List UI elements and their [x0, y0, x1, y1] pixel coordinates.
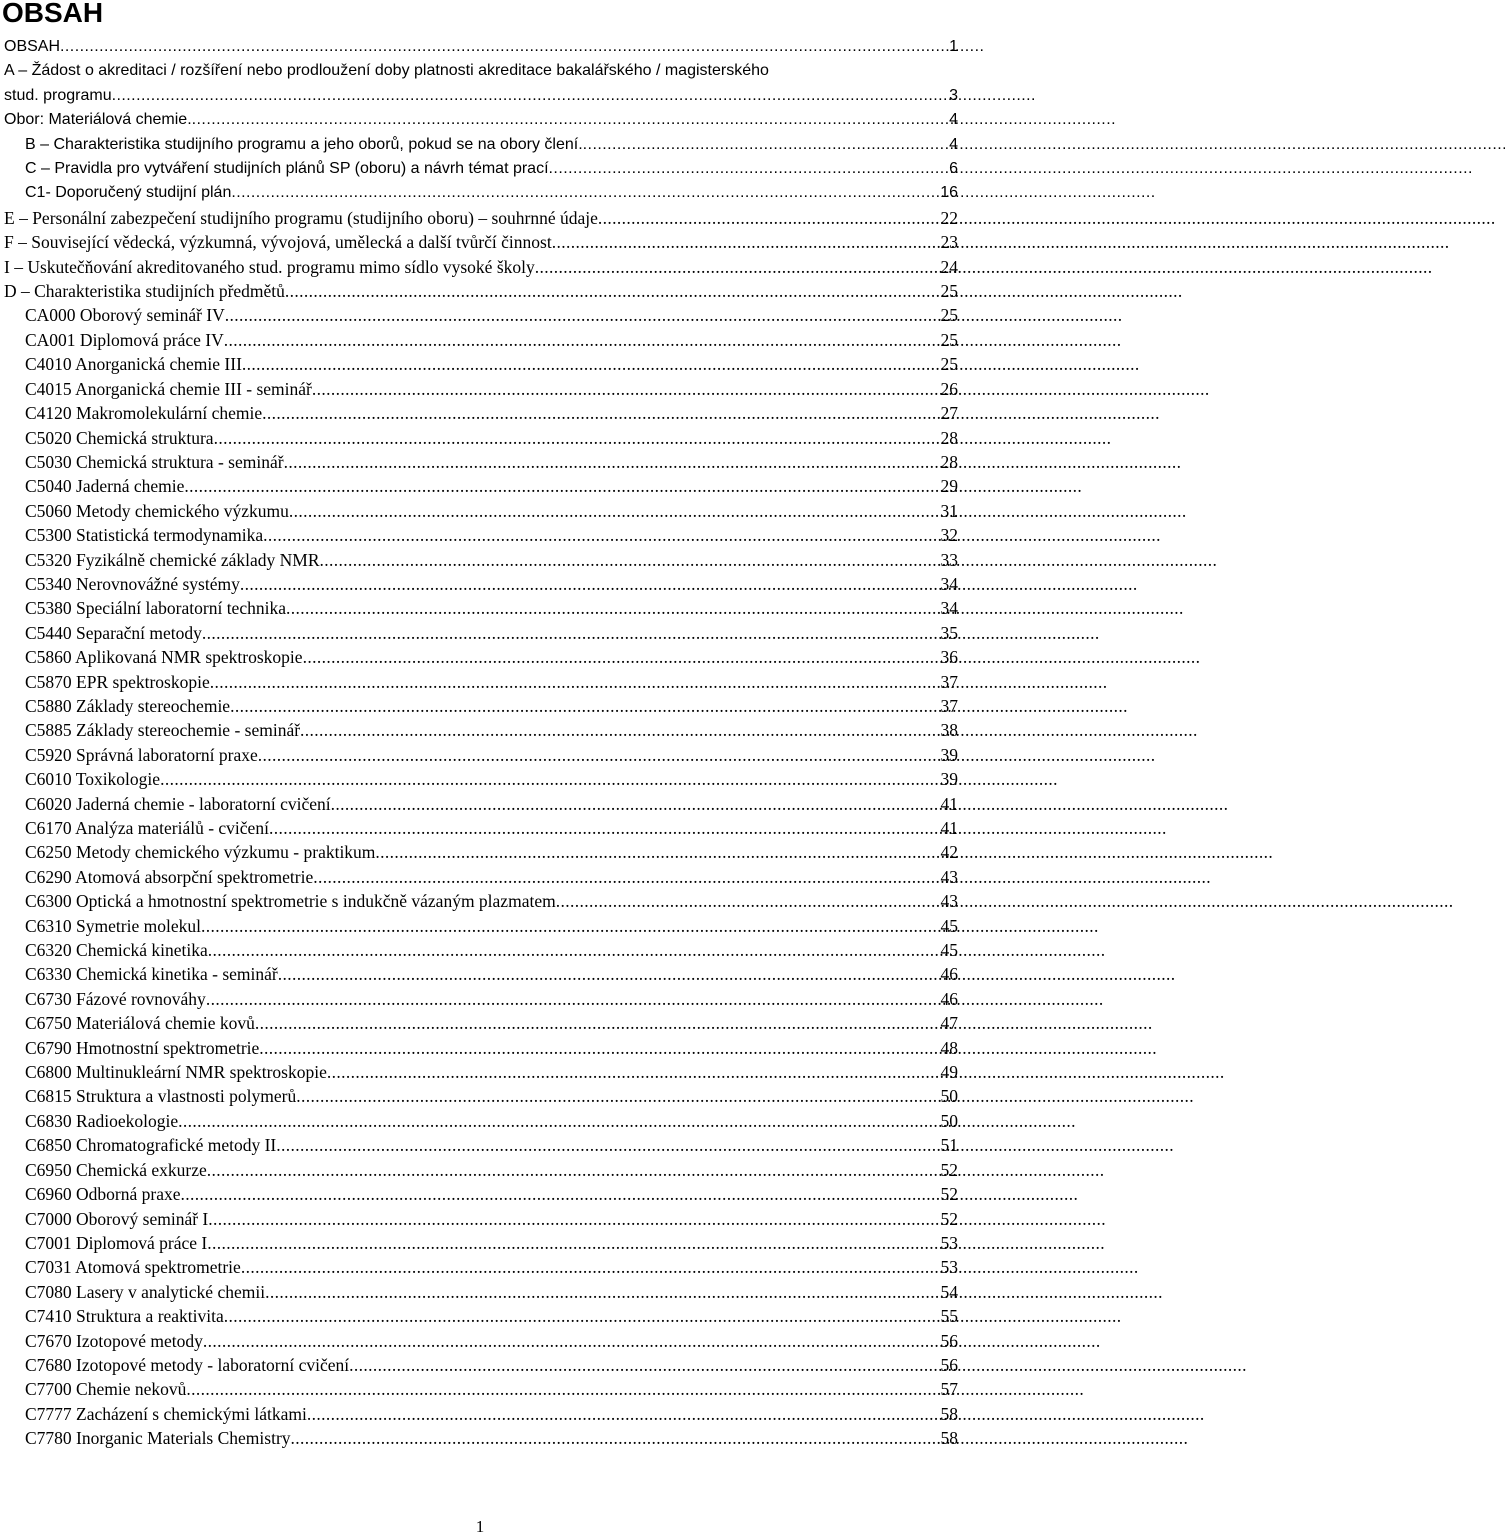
toc-entry[interactable] — [0, 670, 960, 694]
toc-entry[interactable] — [0, 1207, 960, 1231]
toc-entry[interactable] — [0, 450, 960, 474]
toc-entry-page: 28 — [940, 451, 958, 472]
dot-leader — [312, 377, 941, 401]
toc-entry[interactable] — [0, 1377, 960, 1401]
dot-leader — [269, 816, 941, 840]
toc-entry-label: C5880 Základy stereochemie — [25, 695, 231, 716]
toc-entry-page: 54 — [940, 1281, 958, 1302]
toc-entry[interactable] — [0, 743, 960, 767]
toc-entry-page: 23 — [940, 232, 958, 253]
toc-entry-page: 29 — [940, 476, 958, 497]
toc-entry-page: 25 — [940, 281, 958, 302]
toc-entry-page: 46 — [940, 964, 958, 985]
toc-entry[interactable] — [0, 1353, 960, 1377]
toc-entry[interactable] — [0, 206, 960, 230]
toc-entry[interactable] — [0, 426, 960, 450]
toc-entry-label: D – Charakteristika studijních předmětů — [4, 281, 285, 302]
toc-entry[interactable] — [0, 1133, 960, 1157]
toc-entry[interactable] — [0, 133, 960, 157]
toc-entry-label: A – Žádost o akreditaci / rozšíření nebo prodloužení doby platnosti akreditace bakalářského / magisterského — [4, 62, 769, 80]
toc-entry[interactable] — [0, 352, 960, 376]
toc-entry-label: C6850 Chromatografické metody II — [25, 1135, 277, 1156]
toc-entry-label: C5040 Jaderná chemie — [25, 476, 185, 497]
toc-entry[interactable] — [0, 181, 960, 205]
toc-entry-page: 38 — [940, 720, 958, 741]
toc-entry[interactable] — [0, 987, 960, 1011]
dot-leader — [112, 84, 949, 108]
dot-leader — [286, 596, 941, 620]
toc-entry-label: C5060 Metody chemického výzkumu — [25, 500, 289, 521]
toc-entry-label: C4120 Makromolekulární chemie — [25, 403, 263, 424]
toc-entry-page: 1 — [949, 38, 958, 55]
toc-entry-label: C6950 Chemická exkurze — [25, 1159, 207, 1180]
dot-leader — [375, 840, 940, 864]
toc-entry-label: C6290 Atomová absorpční spektrometrie — [25, 866, 314, 887]
toc-entry-page: 52 — [940, 1184, 958, 1205]
toc-entry-page: 41 — [940, 818, 958, 838]
toc-entry[interactable] — [0, 279, 960, 303]
toc-entry-label: B – Charakteristika studijního programu a jeho oborů, pokud se na obory člení. — [25, 135, 583, 153]
dot-leader — [230, 694, 940, 718]
toc-entry-label: E – Personální zabezpečení studijního programu (studijního oboru) – souhrnné údaje — [4, 207, 598, 228]
toc-entry-label: C6790 Hmotnostní spektrometrie — [25, 1037, 260, 1058]
toc-entry[interactable] — [0, 938, 960, 962]
toc-entry-page: 46 — [940, 988, 958, 1009]
dot-leader — [296, 1084, 940, 1108]
toc-entry-label: C7031 Atomová spektrometrie — [25, 1257, 241, 1278]
toc-entry[interactable] — [0, 303, 960, 327]
toc-entry-label: CA001 Diplomová práce IV — [25, 329, 224, 350]
toc-entry-page: 48 — [940, 1037, 958, 1058]
dot-leader — [208, 938, 941, 962]
page-title: OBSAH — [2, 0, 104, 28]
toc-entry-label: OBSAH — [4, 38, 61, 55]
toc-entry[interactable] — [0, 1402, 960, 1426]
toc-entry-label: C6300 Optická a hmotnostní spektrometrie s indukčně vázaným plazmatem — [25, 891, 556, 912]
toc-entry-page: 58 — [940, 1428, 958, 1449]
dot-leader — [184, 474, 940, 498]
dot-leader — [208, 1207, 940, 1231]
dot-leader — [263, 523, 940, 547]
toc-entry-page: 41 — [940, 793, 958, 814]
dot-leader — [241, 1255, 941, 1279]
toc-entry-page: 43 — [940, 891, 958, 912]
dot-leader — [327, 1060, 941, 1084]
dot-leader — [259, 1036, 940, 1060]
toc-entry-page: 3 — [949, 86, 958, 104]
toc-entry[interactable] — [0, 328, 960, 352]
toc-entry-label: C5030 Chemická struktura - seminář — [25, 451, 284, 472]
dot-leader — [225, 303, 941, 327]
dot-leader — [307, 1402, 941, 1426]
toc-entry[interactable] — [0, 816, 960, 840]
toc-entry-page: 22 — [940, 207, 958, 228]
toc-entry[interactable] — [0, 889, 960, 913]
dot-leader — [203, 1329, 941, 1353]
toc-entry-label: C6170 Analýza materiálů - cvičení — [25, 818, 269, 838]
toc-entry-label: C5440 Separační metody — [25, 622, 202, 643]
toc-entry-label: C5340 Nerovnovážné systémy — [25, 573, 240, 594]
toc-entry[interactable] — [0, 1255, 960, 1279]
toc-entry-page: 16 — [940, 184, 958, 202]
toc-entry-page: 50 — [940, 1086, 958, 1107]
dot-leader — [192, 108, 949, 132]
toc-entry-label: C6750 Materiálová chemie kovů — [25, 1013, 255, 1034]
dot-leader — [265, 1280, 940, 1304]
toc-entry[interactable] — [0, 401, 960, 425]
dot-leader — [224, 1304, 941, 1328]
toc-entry[interactable] — [0, 1280, 960, 1304]
toc-entry[interactable] — [0, 499, 960, 523]
toc-entry-label: C5320 Fyzikálně chemické základy NMR — [25, 549, 320, 570]
toc-entry-label: C6250 Metody chemického výzkumu - praktikum — [25, 842, 376, 863]
toc-entry[interactable] — [0, 914, 960, 938]
dot-leader — [303, 645, 941, 669]
toc-entry-label: C7777 Zacházení s chemickými látkami — [25, 1403, 307, 1424]
toc-entry[interactable] — [0, 694, 960, 718]
toc-entry-page: 31 — [940, 500, 958, 521]
dot-leader — [231, 181, 940, 205]
toc-entry-page: 49 — [940, 1062, 958, 1083]
toc-entry-label: C6730 Fázové rovnováhy — [25, 988, 206, 1009]
dot-leader — [556, 889, 941, 913]
toc-entry-page: 34 — [940, 598, 958, 619]
dot-leader — [258, 743, 941, 767]
toc-entry-label: C7670 Izotopové metody — [25, 1330, 203, 1351]
toc-entry-page: 37 — [940, 695, 958, 716]
toc-entry-page: 32 — [940, 525, 958, 546]
toc-entry-label: C6830 Radioekologie — [25, 1110, 179, 1131]
toc-entry-page: 50 — [940, 1110, 958, 1131]
dot-leader — [331, 792, 941, 816]
toc-entry-page: 35 — [940, 622, 958, 643]
toc-entry-page: 4 — [949, 111, 958, 129]
toc-entry-label: I – Uskutečňování akreditovaného stud. programu mimo sídlo vysoké školy — [4, 256, 535, 277]
toc-entry-label: CA000 Oborový seminář IV — [25, 305, 225, 326]
dot-leader — [262, 401, 940, 425]
toc-entry-page: 37 — [940, 671, 958, 692]
toc-entry-page: 58 — [940, 1403, 958, 1424]
toc-entry-label: C6020 Jaderná chemie - laboratorní cvičení — [25, 793, 331, 814]
toc-entry[interactable] — [0, 1329, 960, 1353]
dot-leader — [178, 1109, 940, 1133]
toc-entry-page: 34 — [940, 573, 958, 594]
dot-leader — [160, 767, 940, 791]
dot-leader — [289, 499, 941, 523]
toc-entry-page: 25 — [940, 329, 958, 350]
toc-entry-label: C7680 Izotopové metody - laboratorní cvičení — [25, 1354, 350, 1375]
table-of-contents — [0, 35, 960, 1451]
dot-leader — [207, 1231, 940, 1255]
toc-entry[interactable] — [0, 35, 960, 59]
toc-entry[interactable] — [0, 157, 960, 181]
dot-leader — [242, 352, 941, 376]
toc-entry-label: C5020 Chemická struktura — [25, 427, 214, 448]
toc-entry-label: C6330 Chemická kinetika - seminář — [25, 964, 278, 985]
toc-entry[interactable] — [0, 1182, 960, 1206]
toc-entry[interactable] — [0, 572, 960, 596]
toc-entry-page: 57 — [940, 1379, 958, 1400]
toc-entry-label: C5870 EPR spektroskopie — [25, 671, 210, 692]
toc-entry-page: 6 — [949, 160, 958, 178]
toc-entry-page: 51 — [940, 1135, 958, 1156]
dot-leader — [535, 255, 941, 279]
toc-entry-label: C5380 Speciální laboratorní technika — [25, 598, 286, 619]
dot-leader — [210, 670, 941, 694]
dot-leader — [202, 621, 941, 645]
toc-entry[interactable] — [0, 1036, 960, 1060]
dot-leader — [207, 1158, 941, 1182]
toc-entry-label: stud. programu — [4, 86, 112, 104]
toc-entry[interactable] — [0, 1084, 960, 1108]
toc-entry-label: C6320 Chemická kinetika — [25, 940, 208, 961]
toc-entry-page: 43 — [940, 866, 958, 887]
dot-leader — [300, 718, 940, 742]
toc-entry[interactable] — [0, 596, 960, 620]
toc-entry-page: 52 — [940, 1159, 958, 1180]
toc-entry[interactable] — [0, 1109, 960, 1133]
toc-entry-page: 39 — [940, 744, 958, 765]
toc-entry[interactable] — [0, 1426, 960, 1450]
toc-entry-label: C1- Doporučený studijní plán — [25, 184, 232, 202]
dot-leader — [320, 548, 941, 572]
dot-leader — [240, 572, 941, 596]
toc-entry-label: C7700 Chemie nekovů — [25, 1379, 187, 1400]
toc-entry[interactable] — [0, 230, 960, 254]
toc-entry-label: C6800 Multinukleární NMR spektroskopie — [25, 1062, 327, 1083]
toc-entry-label: C6010 Toxikologie — [25, 769, 161, 790]
toc-entry[interactable] — [0, 840, 960, 864]
toc-entry-page: 56 — [940, 1354, 958, 1375]
dot-leader — [284, 450, 941, 474]
toc-entry-page: 33 — [940, 549, 958, 570]
toc-entry[interactable] — [0, 548, 960, 572]
toc-entry-label: C4010 Anorganická chemie III — [25, 354, 242, 375]
toc-entry-page: 52 — [940, 1208, 958, 1229]
toc-entry-label: C7780 Inorganic Materials Chemistry — [25, 1428, 291, 1449]
toc-entry[interactable] — [0, 523, 960, 547]
toc-entry-label: C7001 Diplomová práce I — [25, 1232, 208, 1253]
dot-leader — [276, 1133, 940, 1157]
toc-entry[interactable] — [0, 1158, 960, 1182]
toc-entry-page: 36 — [940, 647, 958, 668]
dot-leader — [181, 1182, 941, 1206]
dot-leader — [285, 279, 941, 303]
toc-entry-page: 53 — [940, 1232, 958, 1253]
toc-entry[interactable] — [0, 59, 960, 83]
toc-entry[interactable] — [0, 1060, 960, 1084]
toc-entry-label: F – Související vědecká, výzkumná, vývojová, umělecká a další tvůrčí činnost — [4, 232, 552, 253]
dot-leader — [60, 35, 949, 59]
toc-entry[interactable] — [0, 645, 960, 669]
toc-entry-page: 28 — [940, 427, 958, 448]
toc-entry[interactable] — [0, 1304, 960, 1328]
toc-entry[interactable] — [0, 474, 960, 498]
dot-leader — [224, 328, 941, 352]
toc-entry-page: 45 — [940, 940, 958, 961]
dot-leader — [549, 157, 950, 181]
toc-entry-page: 39 — [940, 769, 958, 790]
toc-entry[interactable] — [0, 84, 960, 108]
toc-entry[interactable] — [0, 767, 960, 791]
toc-entry-page: 56 — [940, 1330, 958, 1351]
dot-leader — [598, 206, 941, 230]
toc-entry-page: 27 — [940, 403, 958, 424]
toc-entry[interactable] — [0, 792, 960, 816]
toc-entry[interactable] — [0, 255, 960, 279]
toc-entry[interactable] — [0, 377, 960, 401]
toc-entry-label: C6815 Struktura a vlastnosti polymerů — [25, 1086, 297, 1107]
toc-entry-page: 55 — [940, 1306, 958, 1327]
toc-entry-label: C7410 Struktura a reaktivita — [25, 1306, 224, 1327]
toc-entry[interactable] — [0, 865, 960, 889]
dot-leader — [214, 426, 941, 450]
dot-leader — [278, 962, 941, 986]
toc-entry-page: 45 — [940, 915, 958, 936]
toc-entry-page: 4 — [949, 135, 958, 153]
toc-entry-label: C6310 Symetrie molekul — [25, 915, 201, 936]
toc-entry-label: C5885 Základy stereochemie - seminář — [25, 720, 301, 741]
toc-entry-page: 26 — [940, 378, 958, 399]
toc-entry-label: C5920 Správná laboratorní praxe — [25, 744, 258, 765]
toc-entry[interactable] — [0, 621, 960, 645]
toc-entry-label: C5300 Statistická termodynamika — [25, 525, 264, 546]
toc-entry-label: C6960 Odborná praxe — [25, 1184, 181, 1205]
toc-entry-page: 25 — [940, 354, 958, 375]
toc-entry-label: C7080 Lasery v analytické chemii — [25, 1281, 266, 1302]
toc-entry-label: Obor: Materiálová chemie. — [4, 111, 192, 129]
toc-entry[interactable] — [0, 962, 960, 986]
dot-leader — [201, 914, 941, 938]
toc-entry[interactable] — [0, 1011, 960, 1035]
toc-entry-page: 47 — [940, 1013, 958, 1034]
dot-leader — [291, 1426, 941, 1450]
toc-entry-page: 53 — [940, 1257, 958, 1278]
page-number: 1 — [475, 1517, 485, 1536]
dot-leader — [583, 133, 949, 157]
toc-entry[interactable] — [0, 1231, 960, 1255]
toc-entry-page: 42 — [940, 842, 958, 863]
dot-leader — [313, 865, 940, 889]
dot-leader — [552, 230, 941, 254]
toc-entry-page: 24 — [940, 256, 958, 277]
toc-entry[interactable] — [0, 108, 960, 132]
dot-leader — [206, 987, 941, 1011]
toc-entry-page: 25 — [940, 305, 958, 326]
toc-entry-label: C4015 Anorganická chemie III - seminář — [25, 378, 312, 399]
toc-entry[interactable] — [0, 718, 960, 742]
dot-leader — [255, 1011, 941, 1035]
toc-entry-label: C5860 Aplikovaná NMR spektroskopie — [25, 647, 303, 668]
toc-entry-label: C – Pravidla pro vytváření studijních plánů SP (oboru) a návrh témat prací — [25, 160, 549, 178]
dot-leader — [186, 1377, 940, 1401]
dot-leader — [349, 1353, 940, 1377]
toc-entry-label: C7000 Oborový seminář I — [25, 1208, 209, 1229]
